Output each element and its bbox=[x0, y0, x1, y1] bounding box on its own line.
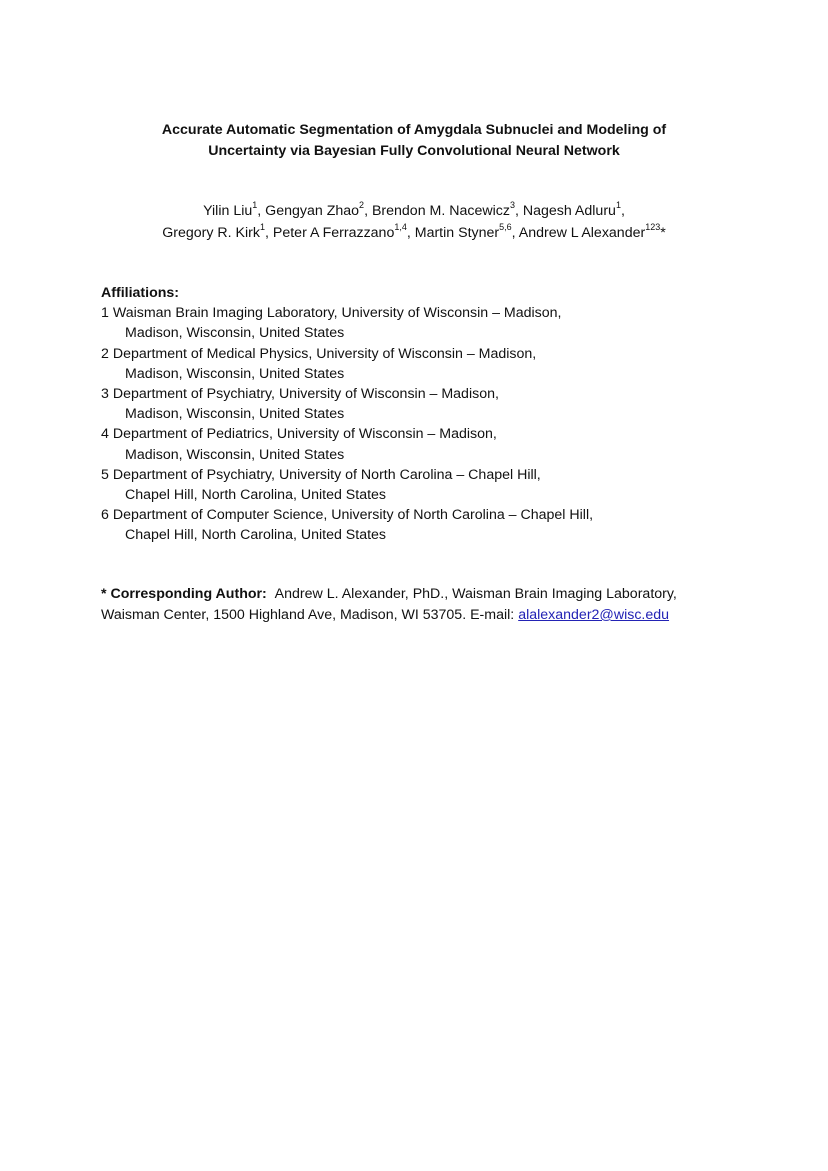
title-line-2: Uncertainty via Bayesian Fully Convolutional Neural Network bbox=[208, 143, 620, 159]
author-separator: , bbox=[406, 225, 415, 241]
author-name: Yilin Liu bbox=[203, 203, 253, 219]
affiliation-line: 2 Department of Medical Physics, University of Wisconsin – Madison, bbox=[101, 345, 537, 362]
affiliation-item bbox=[101, 505, 741, 545]
author-separator: , bbox=[514, 203, 523, 219]
author-name: Brendon M. Nacewicz bbox=[371, 203, 510, 219]
author-name: Martin Styner bbox=[414, 225, 500, 241]
author-separator: , bbox=[265, 225, 273, 241]
author-affiliation-marker: 5,6 bbox=[499, 222, 512, 233]
author-list bbox=[0, 200, 828, 244]
affiliation-item bbox=[101, 384, 741, 424]
author-name: Peter A Ferrazzano bbox=[272, 225, 395, 241]
author-name: Gengyan Zhao bbox=[265, 203, 360, 219]
author-affiliation-marker: 123 bbox=[645, 222, 661, 233]
corresponding-author-address: Waisman Center, 1500 Highland Ave, Madison, WI 53705. E-mail: bbox=[101, 607, 515, 623]
title-line-1: Accurate Automatic Segmentation of Amygdala Subnuclei and Modeling of bbox=[161, 122, 667, 138]
affiliation-location: Chapel Hill, North Carolina, United States bbox=[125, 527, 387, 544]
author-name: Andrew L Alexander bbox=[518, 225, 646, 241]
corresponding-author-marker: * bbox=[660, 225, 666, 241]
affiliations-heading: Affiliations: bbox=[101, 285, 180, 301]
author-affiliation-marker: 1 bbox=[615, 200, 621, 211]
corresponding-line-1 bbox=[101, 584, 761, 605]
corresponding-author-label: * Corresponding Author: bbox=[101, 586, 267, 602]
affiliation-location: Madison, Wisconsin, United States bbox=[125, 365, 345, 382]
author-separator: , bbox=[364, 203, 372, 219]
paper-title bbox=[0, 120, 828, 162]
affiliation-line: 3 Department of Psychiatry, University of Wisconsin – Madison, bbox=[101, 386, 499, 403]
author-affiliation-marker: 2 bbox=[359, 200, 365, 211]
affiliation-line: 4 Department of Pediatrics, University of Wisconsin – Madison, bbox=[101, 426, 497, 443]
author-affiliation-marker: 3 bbox=[509, 200, 515, 211]
corresponding-author-section bbox=[101, 584, 761, 626]
author-separator: , bbox=[620, 203, 625, 219]
affiliation-line: 5 Department of Psychiatry, University of North Carolina – Chapel Hill, bbox=[101, 466, 541, 483]
author-name: Gregory R. Kirk bbox=[162, 225, 260, 241]
affiliation-item bbox=[101, 465, 741, 505]
corresponding-author-details: Andrew L. Alexander, PhD., Waisman Brain Imaging Laboratory, bbox=[274, 586, 677, 602]
author-affiliation-marker: 1,4 bbox=[394, 222, 407, 233]
affiliation-line: 1 Waisman Brain Imaging Laboratory, University of Wisconsin – Madison, bbox=[101, 305, 562, 322]
affiliations-section bbox=[101, 283, 741, 546]
author-separator: , bbox=[257, 203, 266, 219]
author-line-2 bbox=[0, 222, 828, 244]
author-affiliation-marker: 1 bbox=[252, 200, 258, 211]
author-name: Nagesh Adluru bbox=[522, 203, 616, 219]
corresponding-line-2 bbox=[101, 605, 761, 626]
author-affiliation-marker: 1 bbox=[259, 222, 265, 233]
affiliation-location: Chapel Hill, North Carolina, United States bbox=[125, 487, 387, 504]
author-line-1 bbox=[0, 200, 828, 222]
affiliation-location: Madison, Wisconsin, United States bbox=[125, 406, 345, 423]
author-separator: , bbox=[511, 225, 519, 241]
affiliation-location: Madison, Wisconsin, United States bbox=[125, 325, 345, 342]
affiliation-item bbox=[101, 344, 741, 384]
affiliation-item bbox=[101, 303, 741, 343]
affiliation-line: 6 Department of Computer Science, University of North Carolina – Chapel Hill, bbox=[101, 507, 594, 524]
affiliation-location: Madison, Wisconsin, United States bbox=[125, 446, 345, 463]
email-link[interactable]: alalexander2@wisc.edu bbox=[518, 607, 670, 623]
affiliation-item bbox=[101, 424, 741, 464]
